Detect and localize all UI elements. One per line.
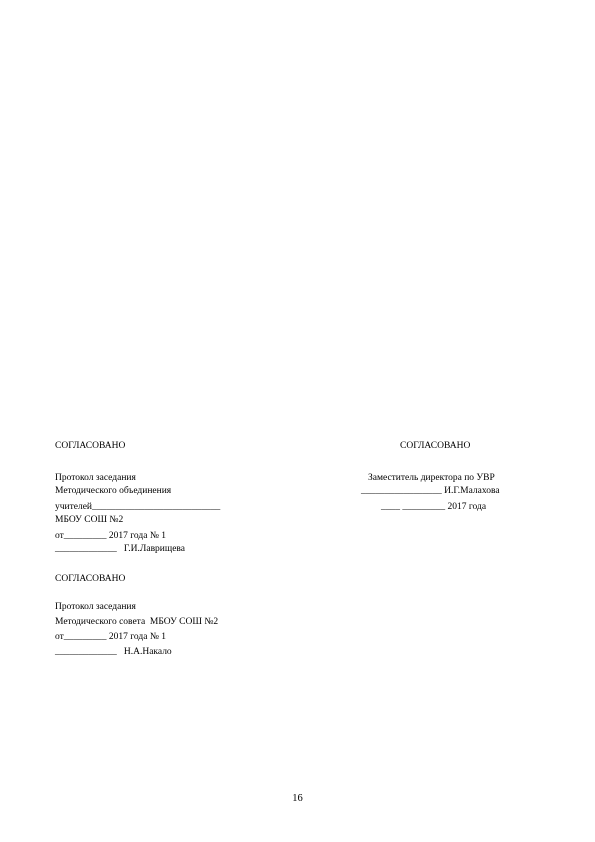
deputy-director-line: Заместитель директора по УВР [368,473,495,483]
deputy-signature-line: _________________ И.Г.Малахова [361,486,500,496]
signature-line: _____________ Г.И.Лаврищева [55,544,185,554]
school-line: МБОУ СОШ №2 [55,515,124,525]
approval-heading-council: СОГЛАСОВАНО [55,574,126,584]
teachers-line: учителей___________________________ [55,502,221,512]
approval-heading-right: СОГЛАСОВАНО [400,441,471,451]
methodical-council-line: Методического совета МБОУ СОШ №2 [55,617,219,627]
council-protocol-line: Протокол заседания [55,602,136,612]
protocol-line: Протокол заседания [55,473,136,483]
approval-heading-left: СОГЛАСОВАНО [55,441,126,451]
council-date-line: от_________ 2017 года № 1 [55,632,167,642]
methodical-union-line: Методического объединения [55,486,172,496]
council-signature-line: _____________ Н.А.Накало [55,647,172,657]
page-number: 16 [292,793,303,804]
deputy-date-line: ____ _________ 2017 года [381,502,487,512]
date-line: от_________ 2017 года № 1 [55,531,167,541]
